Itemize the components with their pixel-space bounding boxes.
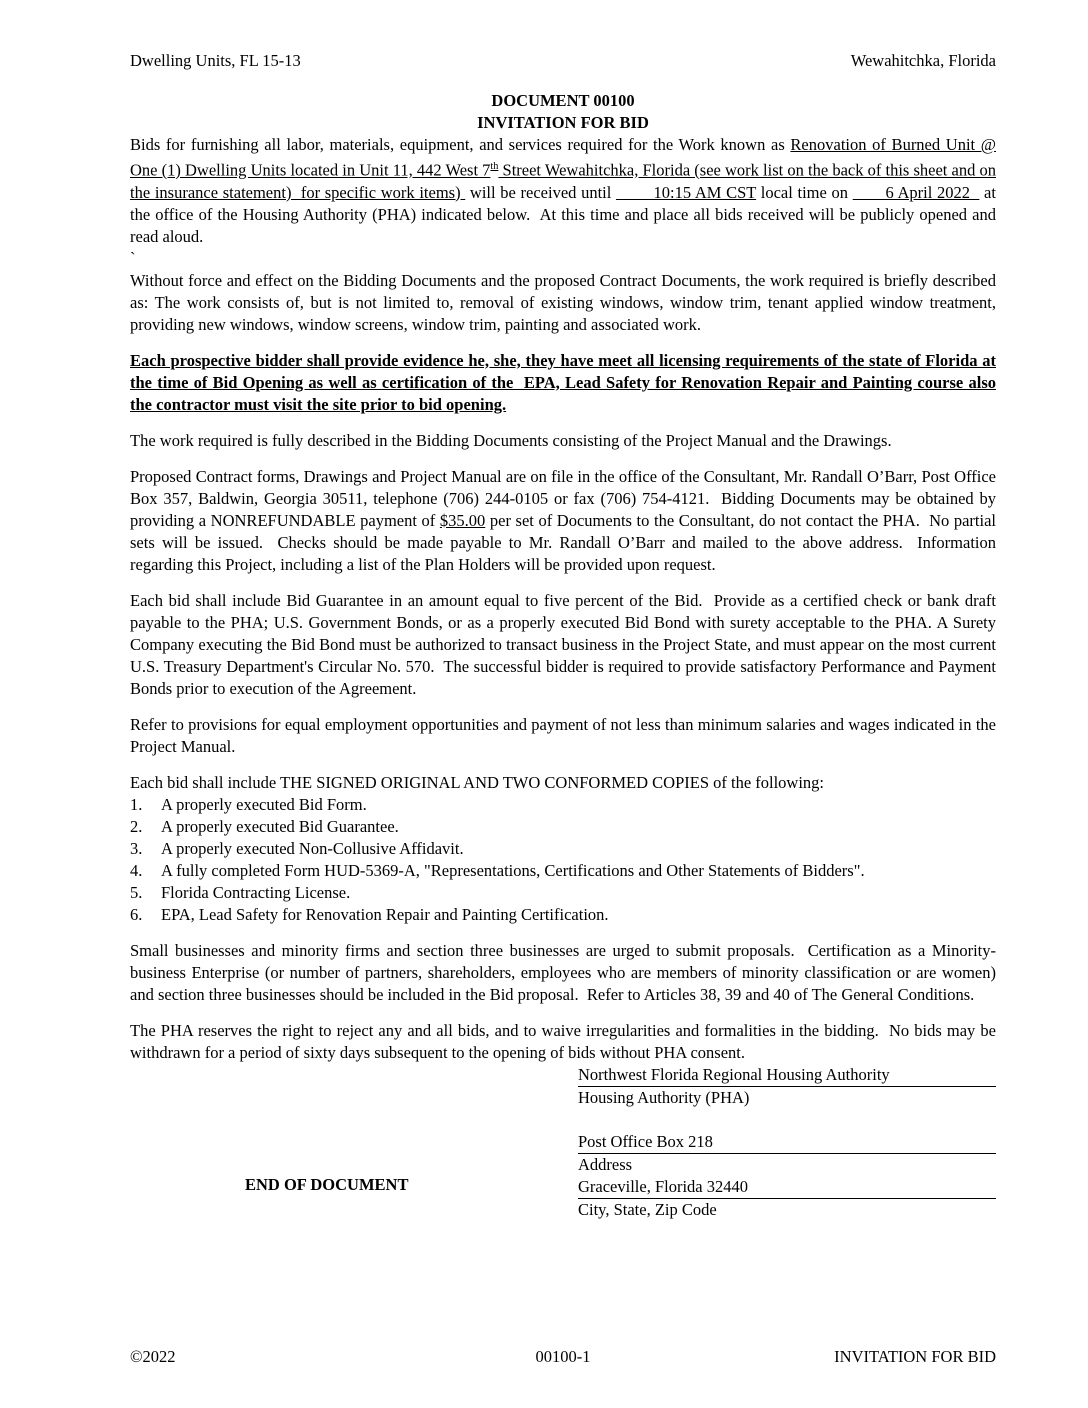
address-line: Post Office Box 218 xyxy=(578,1131,996,1154)
document-content xyxy=(130,0,996,1221)
authority-caption: Housing Authority (PHA) xyxy=(578,1087,750,1107)
list-item-text: A properly executed Non-Collusive Affidavit. xyxy=(161,838,464,858)
list-item-number: 3. xyxy=(130,838,143,858)
stray-mark: ` xyxy=(130,248,136,268)
signature-spacer xyxy=(578,1109,996,1131)
list-item-number: 5. xyxy=(130,882,143,902)
text-segment: per set of Documents to the Consultant, do not contact the PHA. No partial sets will be issued. Checks should be made payable to Mr. Randall O’Barr and mailed to the above address. Information regarding this Project, including a list of the Plan Holders will be provided upon request. xyxy=(130,510,996,574)
equal-employment-paragraph: Refer to provisions for equal employment opportunities and payment of not less than minimum salaries and wages indicated in the Project Manual. xyxy=(130,714,996,756)
page-footer xyxy=(130,1346,996,1368)
document-number-title: DOCUMENT 00100 xyxy=(491,91,635,110)
list-item xyxy=(130,838,996,860)
signature-block xyxy=(578,1064,996,1221)
list-item-number: 2. xyxy=(130,816,143,836)
list-item xyxy=(130,904,996,926)
list-item-number: 1. xyxy=(130,794,143,814)
header-left-text: Dwelling Units, FL 15-13 xyxy=(130,51,301,70)
footer-page-number: 00100-1 xyxy=(535,1347,591,1366)
text-segment: th xyxy=(490,161,499,172)
bid-guarantee-paragraph: Each bid shall include Bid Guarantee in an amount equal to five percent of the Bid. Provide as a certified check or bank draft payable to the PHA; U.S. Government Bonds, or as a properly executed Bid Bond with surety acceptable to the PHA. A Surety Company executing the Bid Bond must be authorized to transact business in the Project State, and must appear on the most current U.S. Treasury Department's Circular No. 570. The successful bidder is required to provide satisfactory Performance and Payment Bonds prior to execution of the Agreement. xyxy=(130,590,996,698)
text-segment: 6 April 2022 xyxy=(852,182,980,202)
work-description-paragraph: Without force and effect on the Bidding Documents and the proposed Contract Documents, the work required is briefly described as: The work consists of, but is not limited to, removal of existing windows, window trim, tenant applied window treatment, providing new windows, window screens, window trim, painting and associated work. xyxy=(130,270,996,334)
text-segment: Renovation of Burned Unit @ One (1) Dwelling Units located in Unit 11, 442 West 7 xyxy=(130,135,996,180)
page-header xyxy=(130,50,996,72)
footer-copyright: ©2022 xyxy=(130,1347,176,1366)
list-item-text: Florida Contracting License. xyxy=(161,882,351,902)
city-state-zip-line: Graceville, Florida 32440 xyxy=(578,1176,996,1199)
pha-reserves-paragraph: The PHA reserves the right to reject any and all bids, and to waive irregularities and formalities in the bidding. No bids may be withdrawn for a period of sixty days subsequent to the opening of bids without PHA consent. xyxy=(130,1020,996,1062)
list-item-text: A properly executed Bid Form. xyxy=(161,794,367,814)
end-of-document-label: END OF DOCUMENT xyxy=(245,1174,409,1194)
list-item-number: 4. xyxy=(130,860,143,880)
list-item xyxy=(130,816,996,838)
bids-intro-paragraph xyxy=(130,134,996,248)
list-item-number: 6. xyxy=(130,904,143,924)
text-segment: at the office of the Housing Authority (PHA) indicated below. At this time and place all bids received will be publicly opened and read aloud. xyxy=(130,182,996,246)
list-item-text: A properly executed Bid Guarantee. xyxy=(161,816,399,836)
signature-section xyxy=(130,1064,996,1221)
small-businesses-paragraph: Small businesses and minority firms and section three businesses are urged to submit proposals. Certification as a Minority-business Enterprise (or number of partners, shareholders, employees who are members of minority classification or are women) and section three businesses should be included in the Bid proposal. Refer to Articles 38, 39 and 40 of The General Conditions. xyxy=(130,940,996,1004)
signed-original-intro: Each bid shall include THE SIGNED ORIGINAL AND TWO CONFORMED COPIES of the following: xyxy=(130,772,825,792)
text-segment: will be received until xyxy=(465,182,617,202)
text-segment: local time on xyxy=(756,182,853,202)
licensing-requirements-paragraph: Each prospective bidder shall provide evidence he, she, they have meet all licensing requirements of the state of Florida at the time of Bid Opening as well as certification of the EPA, Lead Safety for Renovation Repair and Painting course also the contractor must visit the site prior to bid opening. xyxy=(130,350,996,414)
list-item xyxy=(130,882,996,904)
city-state-zip-caption: City, State, Zip Code xyxy=(578,1199,717,1219)
work-described-paragraph: The work required is fully described in the Bidding Documents consisting of the Project Manual and the Drawings. xyxy=(130,430,892,450)
invitation-title: INVITATION FOR BID xyxy=(477,113,649,132)
contract-forms-paragraph xyxy=(130,466,996,576)
document-title xyxy=(130,90,996,134)
address-caption: Address xyxy=(578,1154,633,1174)
text-segment: Street Wewahitchka, Florida (see work list on the back of this sheet and on the insurance statement) for specific work items) xyxy=(130,160,996,202)
text-segment: 10:15 AM CST xyxy=(616,182,757,202)
list-item-text: EPA, Lead Safety for Renovation Repair and Painting Certification. xyxy=(161,904,609,924)
text-segment: Proposed Contract forms, Drawings and Project Manual are on file in the office of the Consultant, Mr. Randall O’Barr, Post Office Box 357, Baldwin, Georgia 30511, telephone (706) 244-0105 or fax (706) 754-4121. Bidding Documents may be obtained by providing a NONREFUNDABLE payment of xyxy=(130,466,996,530)
header-right-text: Wewahitchka, Florida xyxy=(850,51,996,70)
list-item xyxy=(130,860,996,882)
authority-name-line: Northwest Florida Regional Housing Authority xyxy=(578,1064,996,1087)
list-item xyxy=(130,794,996,816)
footer-document-title: INVITATION FOR BID xyxy=(834,1347,996,1366)
text-segment: Bids for furnishing all labor, materials, equipment, and services required for the Work known as xyxy=(130,135,791,154)
list-item-text: A fully completed Form HUD-5369-A, "Representations, Certifications and Other Statements of Bidders". xyxy=(161,860,865,880)
text-segment: $35.00 xyxy=(439,510,486,530)
required-documents-list xyxy=(130,794,996,926)
